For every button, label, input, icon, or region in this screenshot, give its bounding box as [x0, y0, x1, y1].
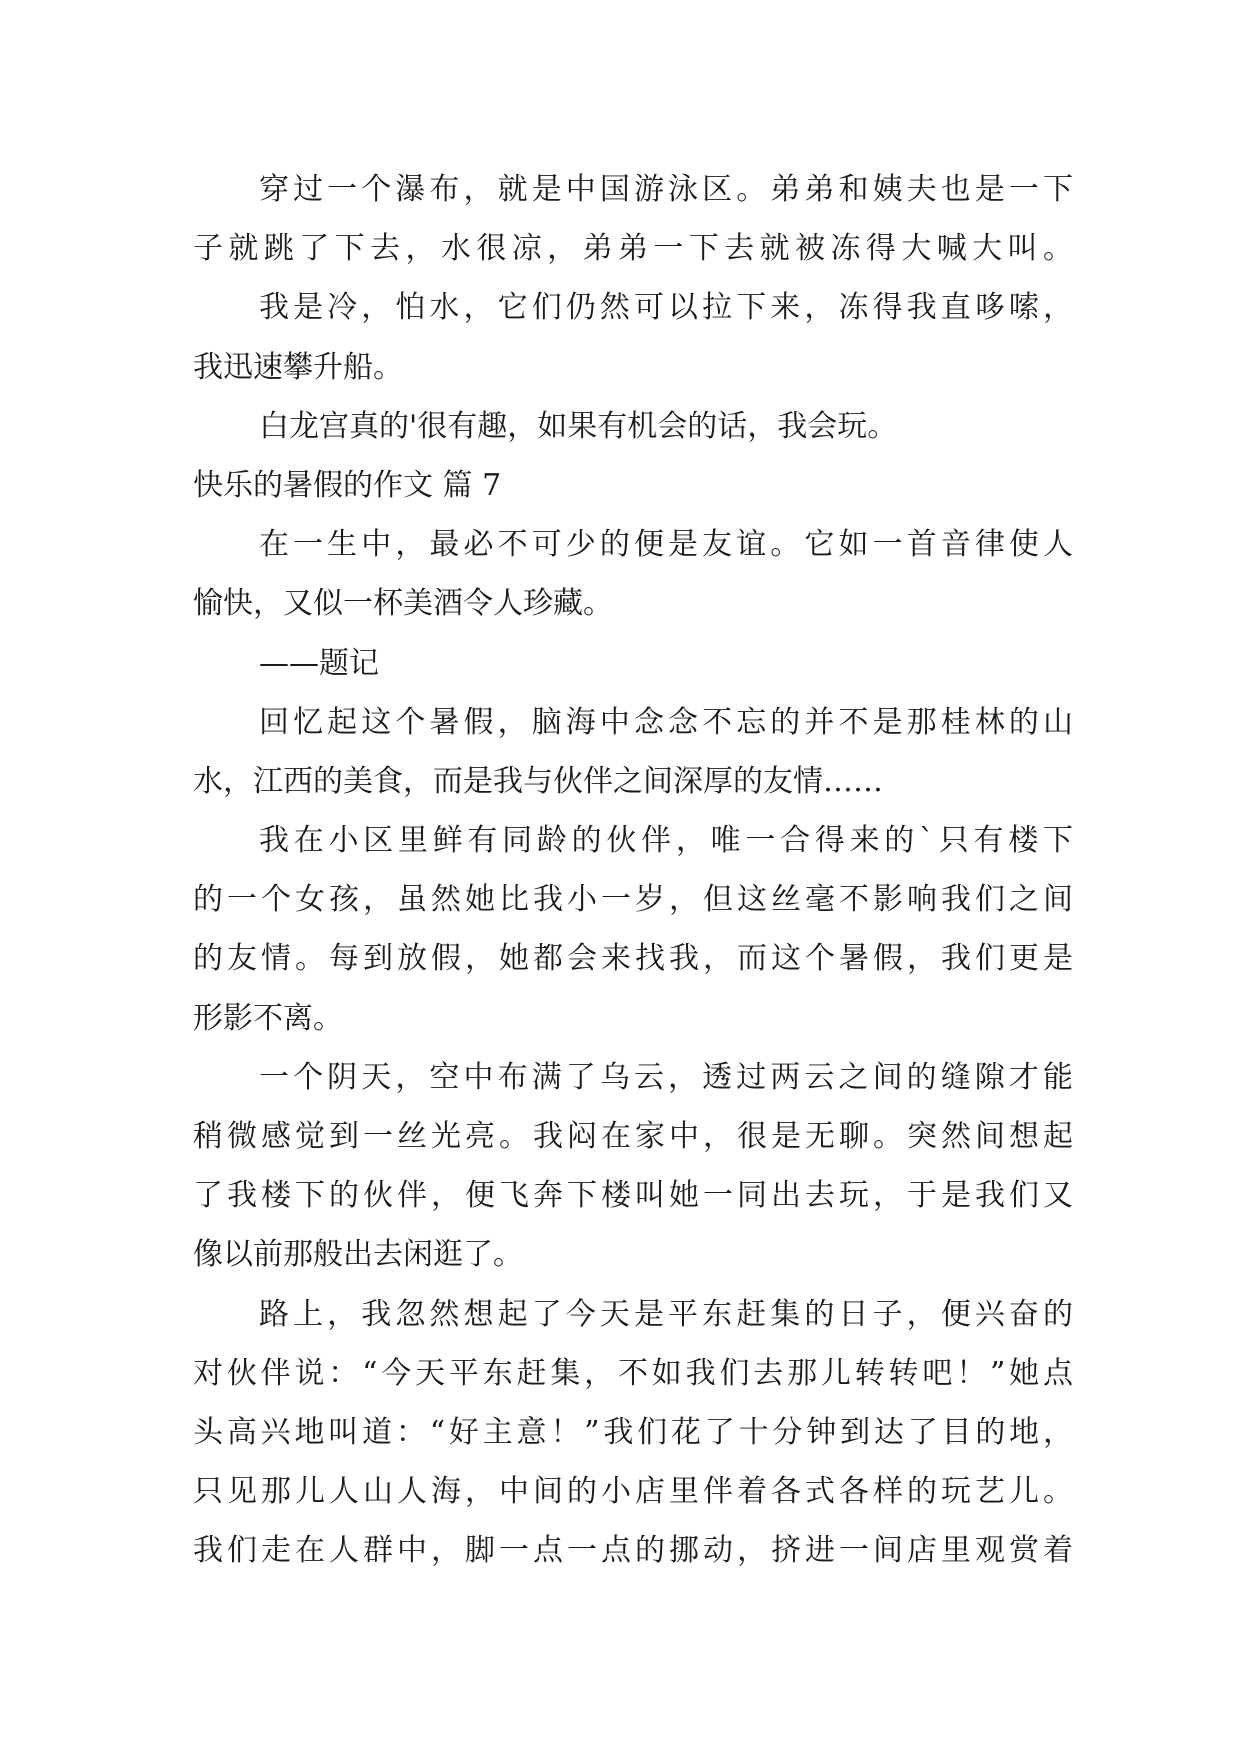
text-line: 愉快，又似一杯美酒令人珍藏。 — [193, 586, 613, 622]
text-line: 像以前那般出去闲逛了。 — [193, 1237, 523, 1273]
text-line: 对伙伴说：“今天平东赶集，不如我们去那儿转转吧！”她点 — [193, 1355, 1073, 1391]
text-line: 了我楼下的伙伴，便飞奔下楼叫她一同出去玩，于是我们又 — [193, 1178, 1073, 1214]
text-line: 的一个女孩，虽然她比我小一岁，但这丝毫不影响我们之间 — [193, 882, 1073, 918]
text-line: 我迅速攀升船。 — [193, 349, 403, 385]
text-line: 我们走在人群中，脚一点一点的挪动，挤进一间店里观赏着 — [193, 1533, 1073, 1569]
text-line: 我是冷，怕水，它们仍然可以拉下来，冻得我直哆嗦， — [259, 290, 1073, 326]
text-line: 子就跳了下去，水很凉，弟弟一下去就被冻得大喊大叫。 — [193, 231, 1073, 267]
text-line: 路上，我忽然想起了今天是平东赶集的日子，便兴奋的 — [259, 1296, 1073, 1332]
text-line: 穿过一个瀑布，就是中国游泳区。弟弟和姨夫也是一下 — [259, 172, 1073, 207]
text-line: 头高兴地叫道：“好主意！”我们花了十分钟到达了目的地， — [193, 1414, 1073, 1450]
document-body — [193, 160, 1073, 1581]
text-line: 回忆起这个暑假，脑海中念念不忘的并不是那桂林的山 — [259, 704, 1073, 740]
text-line: 白龙宫真的'很有趣，如果有机会的话，我会玩。 — [259, 408, 898, 444]
text-line: 水，江西的美食，而是我与伙伴之间深厚的友情…… — [193, 763, 883, 799]
text-line: 在一生中，最必不可少的便是友谊。它如一首音律使人 — [259, 527, 1073, 563]
section-heading: 快乐的暑假的作文 篇 7 — [193, 467, 502, 503]
text-line: 稍微感觉到一丝光亮。我闷在家中，很是无聊。突然间想起 — [193, 1119, 1073, 1154]
text-line: 的友情。每到放假，她都会来找我，而这个暑假，我们更是 — [193, 941, 1073, 977]
text-line: 形影不离。 — [193, 1000, 343, 1036]
text-line: ——题记 — [259, 645, 379, 681]
text-line: 一个阴天，空中布满了乌云，透过两云之间的缝隙才能 — [259, 1059, 1073, 1095]
text-line: 只见那儿人山人海，中间的小店里伴着各式各样的玩艺儿。 — [193, 1474, 1073, 1510]
text-line: 我在小区里鲜有同龄的伙伴，唯一合得来的`只有楼下 — [259, 823, 1073, 859]
